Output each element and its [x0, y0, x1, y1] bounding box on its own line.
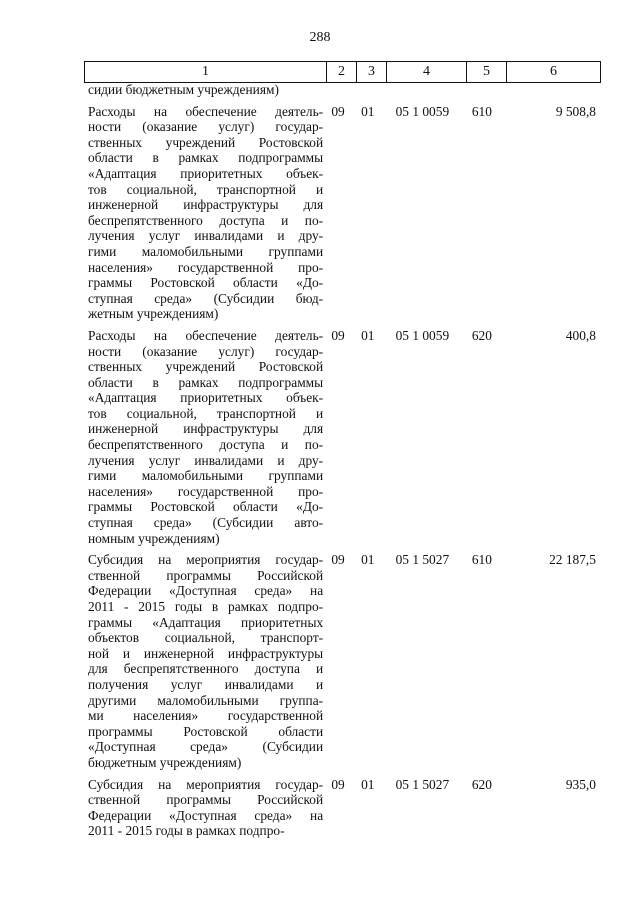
- row-gap: [84, 839, 600, 845]
- description-line: области в рамках подпрограммы: [88, 150, 324, 166]
- description-line: беспрепятственного доступа и по-: [88, 437, 324, 453]
- column-header-4: 4: [387, 62, 467, 83]
- description-line: жетным учреждениям): [88, 306, 219, 322]
- target-article-code: 05 1 5027: [395, 552, 450, 568]
- column-header-5: 5: [467, 62, 507, 83]
- description-line: Субсидия на мероприятия государ-: [88, 776, 324, 792]
- expense-type-code: 610: [471, 552, 492, 568]
- description-line: населения» государственной про-: [88, 259, 324, 275]
- description-line: Расходы на обеспечение деятель-: [88, 103, 324, 119]
- column-header-2: 2: [327, 62, 357, 83]
- description-line: граммы Ростовской области «До-: [88, 499, 324, 515]
- section-code: 09: [331, 776, 345, 792]
- description-line: Федерации «Доступная среда» на: [88, 583, 324, 599]
- description-line: «Адаптация приоритетных объек-: [88, 390, 324, 406]
- description-line: Федерации «Доступная среда» на: [88, 807, 324, 823]
- expense-description: [84, 552, 323, 770]
- description-line: 2011 - 2015 годы в рамках подпро-: [88, 599, 324, 614]
- section-code: 09: [331, 552, 345, 568]
- table-row: [84, 552, 600, 770]
- budget-table-body: [84, 82, 600, 845]
- description-line: программы Ростовской области: [88, 723, 324, 739]
- description-line: инженерной инфраструктуры для: [88, 421, 324, 437]
- table-row: [84, 777, 600, 839]
- description-line: ственных учреждений Ростовской: [88, 134, 324, 150]
- description-line: гими маломобильными группами: [88, 243, 324, 259]
- description-line: ступная среда» (Субсидии авто-: [88, 515, 324, 531]
- description-line: «Адаптация приоритетных объек-: [88, 165, 324, 181]
- description-line: бюджетным учреждениям): [88, 754, 242, 770]
- description-line: ми населения» государственной: [88, 708, 324, 724]
- description-line: получения услуг инвалидами и: [88, 676, 324, 692]
- amount-value: 22 187,5: [549, 552, 596, 568]
- column-header-1: 1: [85, 62, 327, 83]
- target-article-code: 05 1 5027: [395, 776, 450, 792]
- description-line: ступная среда» (Субсидии бюд-: [88, 290, 324, 306]
- expense-description: [84, 104, 323, 322]
- description-line: номным учреждениям): [88, 530, 220, 546]
- description-line: ственной программы Российской: [88, 567, 324, 583]
- column-header-row: [85, 62, 601, 83]
- amount-value: 400,8: [565, 327, 596, 343]
- section-code: 09: [331, 327, 345, 343]
- description-line: «Доступная среда» (Субсидии: [88, 739, 324, 755]
- description-line: населения» государственной про-: [88, 483, 324, 499]
- description-line: Субсидия на мероприятия государ-: [88, 552, 324, 568]
- description-line: ственной программы Российской: [88, 792, 324, 808]
- description-line: беспрепятственного доступа и по-: [88, 212, 324, 228]
- description-line: другими маломобильными группа-: [88, 692, 324, 708]
- table-row: [84, 104, 600, 322]
- continuation-text: [84, 82, 325, 98]
- description-line: ности (оказание услуг) государ-: [88, 119, 324, 135]
- target-article-code: 05 1 0059: [395, 327, 450, 343]
- description-line: 2011 - 2015 годы в рамках подпро-: [88, 823, 285, 839]
- description-line: Расходы на обеспечение деятель-: [88, 327, 324, 343]
- description-line: гими маломобильными группами: [88, 468, 324, 484]
- amount-value: 9 508,8: [555, 103, 596, 119]
- expense-type-code: 620: [471, 327, 492, 343]
- section-code: 09: [331, 103, 345, 119]
- subsection-code: 01: [361, 776, 375, 792]
- amount-value: 935,0: [565, 776, 596, 792]
- subsection-code: 01: [361, 327, 375, 343]
- description-line: объектов социальной, транспорт-: [88, 630, 324, 646]
- description-line: ственных учреждений Ростовской: [88, 359, 324, 375]
- column-header-table: [84, 61, 601, 83]
- description-line: граммы Ростовской области «До-: [88, 275, 324, 291]
- description-line: инженерной инфраструктуры для: [88, 197, 324, 213]
- expense-description: [84, 328, 323, 546]
- expense-type-code: 620: [471, 776, 492, 792]
- target-article-code: 05 1 0059: [395, 103, 450, 119]
- subsection-code: 01: [361, 103, 375, 119]
- description-line: для беспрепятственного доступа и: [88, 661, 324, 677]
- page-number: 288: [309, 30, 331, 45]
- column-header-6: 6: [507, 62, 601, 83]
- description-line: лучения услуг инвалидами и дру-: [88, 452, 324, 468]
- expense-type-code: 610: [471, 103, 492, 119]
- description-line: ности (оказание услуг) государ-: [88, 343, 324, 359]
- subsection-code: 01: [361, 552, 375, 568]
- description-line: области в рамках подпрограммы: [88, 374, 324, 390]
- column-header-3: 3: [357, 62, 387, 83]
- continuation-line: сидии бюджетным учреждениям): [88, 82, 279, 97]
- description-line: тов социальной, транспортной и: [88, 181, 324, 197]
- description-line: граммы «Адаптация приоритетных: [88, 614, 324, 630]
- continuation-row: [84, 82, 600, 98]
- table-row: [84, 328, 600, 546]
- description-line: ной и инженерной инфраструктуры: [88, 645, 324, 661]
- description-line: лучения услуг инвалидами и дру-: [88, 228, 324, 244]
- description-line: тов социальной, транспортной и: [88, 405, 324, 421]
- expense-description: [84, 777, 323, 839]
